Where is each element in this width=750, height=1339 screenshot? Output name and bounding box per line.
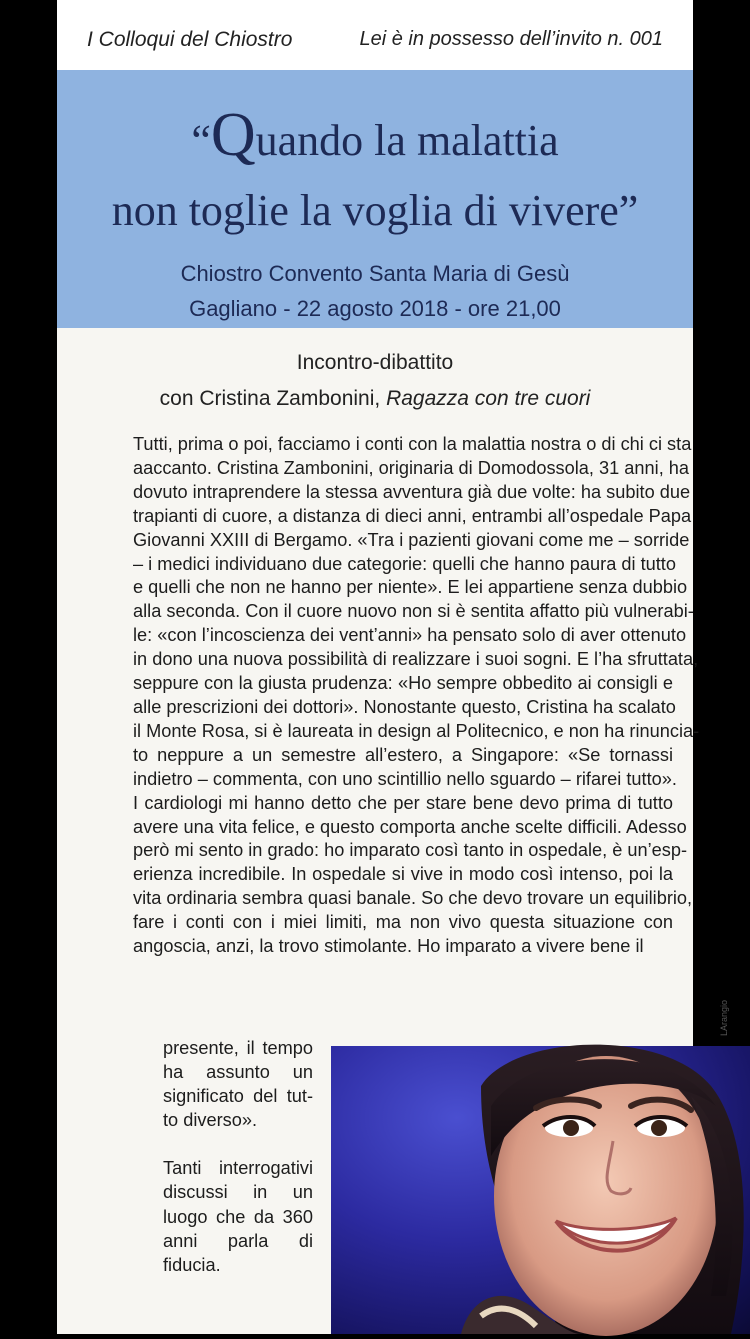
drop-letter: Q (210, 101, 256, 169)
body-line: e quelli che non ne hanno per niente». E lei appartiene senza dubbio (133, 577, 688, 598)
side-line: anni parla di (163, 1230, 313, 1251)
body-line: in dono una nuova possibilità di realizzare i suoi sogni. E l’ha sfruttata, (133, 649, 699, 670)
body-line: indietro – commenta, con uno scintillio nello sguardo – rifarei tutto». (133, 768, 677, 789)
body-line: angoscia, anzi, la trovo stimolante. Ho imparato a vivere bene il (133, 936, 644, 957)
subtitle-block (57, 345, 693, 417)
body-line: to neppure a un semestre all’estero, a Singapore: «Se tornassi (133, 744, 673, 765)
body-line: il Monte Rosa, si è laureata in design al Politecnico, e non ha rinuncia- (133, 720, 700, 741)
body-line: Tutti, prima o poi, facciamo i conti con la malattia nostra o di chi ci sta (133, 434, 692, 454)
side-line: discussi in un (163, 1182, 313, 1203)
guest-title: Ragazza con tre cuori (386, 387, 591, 410)
venue-name: Chiostro Convento Santa Maria di Gesù (180, 261, 570, 286)
portrait-illustration (331, 1046, 750, 1334)
subtitle-guest (57, 381, 693, 417)
body-line: alla seconda. Con il cuore nuovo non si è sentita affatto più vulnerabi- (133, 601, 694, 622)
title-line-1-text: uando la malattia (255, 116, 559, 165)
body-line: aaccanto. Cristina Zambonini, originaria di Domodossola, 31 anni, ha (133, 457, 690, 478)
series-name: I Colloqui del Chiostro (87, 28, 293, 51)
guest-name: con Cristina Zambonini, (159, 387, 381, 410)
subtitle-event-type: Incontro-dibattito (296, 351, 454, 374)
body-line: Giovanni XXIII di Bergamo. «Tra i pazienti giovani come me – sorride (133, 529, 690, 550)
venue-block (57, 256, 693, 326)
side-line: to diverso». (163, 1110, 258, 1131)
body-line: dovuto intraprendere la stessa avventura già due volte: ha subito due (133, 481, 691, 502)
body-line: seppure con la giusta prudenza: «Ho sempre obbedito ai consigli e (133, 673, 673, 694)
body-line: fare i conti con i miei limiti, ma non vivo questa situazione con (133, 912, 673, 933)
body-line: però mi sento in grado: ho imparato così tanto in ospedale, è un’esp- (133, 840, 688, 861)
body-line: le: «con l’incoscienza dei vent’anni» ha pensato solo di aver ottenuto (133, 625, 687, 646)
body-line: erienza incredibile. In ospedale si vive in modo così intenso, poi la (133, 864, 673, 885)
event-date: Gagliano - 22 agosto 2018 - ore 21,00 (189, 296, 561, 321)
body-line: vita ordinaria sembra quasi banale. So che devo trovare un equilibrio, (133, 888, 693, 909)
side-line: fiducia. (163, 1254, 221, 1275)
title-line-1 (57, 100, 693, 176)
body-line: avere una vita felice, e questo comporta anche scelte difficili. Adesso (133, 816, 687, 837)
portrait-photo (331, 1046, 750, 1334)
side-line: presente, il tempo (163, 1038, 313, 1058)
photo-credit: LArangio (719, 1000, 729, 1037)
body-line: I cardiologi mi hanno detto che per stare bene devo prima di tutto (133, 792, 673, 813)
invitation-page (57, 0, 729, 1334)
invite-number: Lei è in possesso dell’invito n. 001 (359, 28, 663, 50)
title-line-2: non toglie la voglia di vivere” (111, 186, 639, 235)
title-banner (57, 70, 693, 328)
article-body-continued (163, 1036, 313, 1277)
side-line: Tanti interrogativi (163, 1158, 313, 1179)
side-line: significato del tut- (163, 1086, 313, 1107)
article-body (133, 433, 700, 959)
body-line: – i medici individuano due categorie: quelli che hanno paura di tutto (133, 553, 676, 574)
side-line: luogo che da 360 (163, 1206, 313, 1227)
open-quote: “ (191, 116, 211, 165)
body-line: trapianti di cuore, a distanza di dieci anni, entrambi all’ospedale Papa (133, 505, 692, 526)
event-title (57, 100, 693, 246)
paragraph-gap (163, 1132, 313, 1156)
body-line: alle prescrizioni dei dottori». Nonostante questo, Cristina ha scalato (133, 696, 676, 717)
side-line: ha assunto un (163, 1062, 313, 1083)
header-bar (57, 0, 693, 72)
